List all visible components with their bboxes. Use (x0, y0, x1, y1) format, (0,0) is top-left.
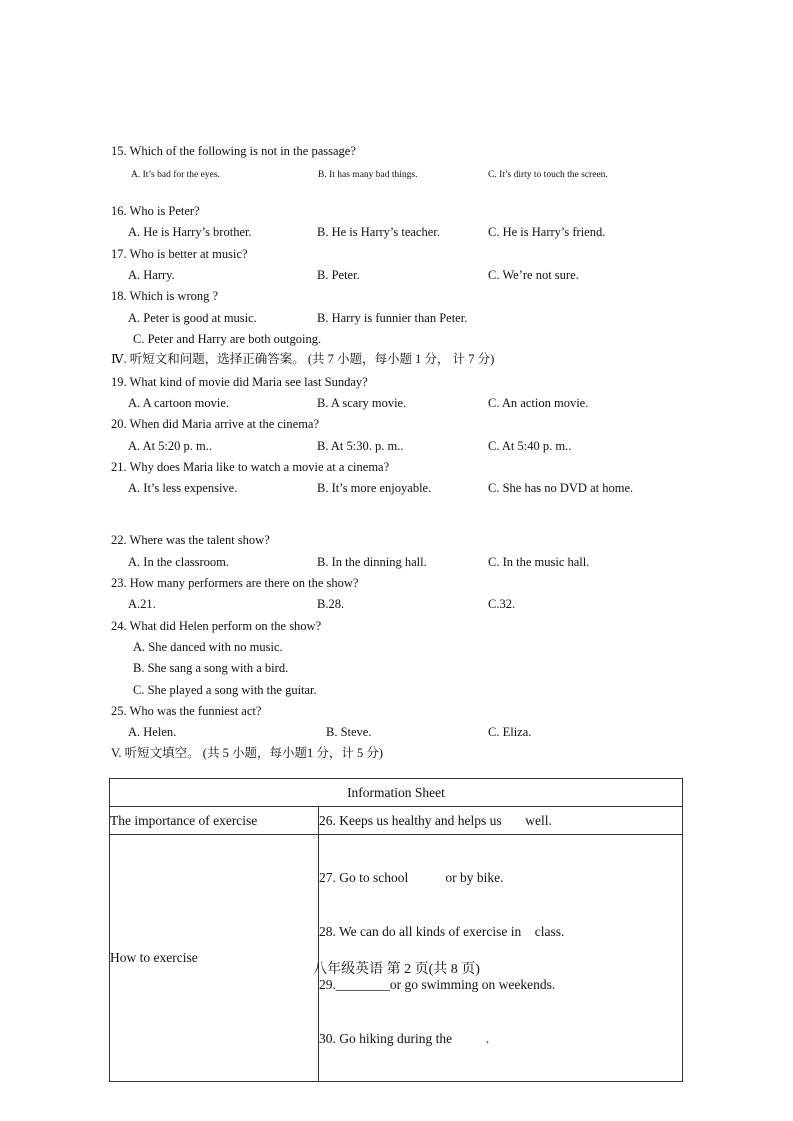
q21-option-c: C. She has no DVD at home. (488, 481, 634, 495)
section-4-heading: Ⅳ. 听短文和问题，选择正确答案。 (共 7 小题，每小题 1 分， 计 7 分) (111, 352, 495, 366)
q25-option-c: C. Eliza. (488, 725, 532, 739)
q22-option-a: A. In the classroom. (128, 555, 230, 569)
information-sheet-table (109, 778, 683, 1082)
q19-option-c: C. An action movie. (488, 396, 589, 410)
item-28-blank: 28. We can do all kinds of exercise in class. (319, 923, 565, 939)
q17-option-a: A. Harry. (128, 268, 175, 282)
q22-stem: 22. Where was the talent show? (111, 533, 270, 547)
q17-option-c: C. We’re not sure. (488, 268, 579, 282)
q20-option-b: B. At 5:30. p. m.. (317, 439, 404, 453)
q25-option-a: A. Helen. (128, 725, 177, 739)
q23-option-b: B.28. (317, 597, 345, 611)
q25-stem: 25. Who was the funniest act? (111, 704, 262, 718)
q16-stem: 16. Who is Peter? (111, 204, 200, 218)
how-to-exercise-label: How to exercise (110, 835, 319, 1082)
q23-option-a: A.21. (128, 597, 156, 611)
item-27-blank: 27. Go to school or by bike. (319, 870, 504, 885)
q15-option-b: B. It has many bad things. (318, 170, 418, 180)
q15-option-c: C. It’s dirty to touch the screen. (488, 170, 608, 180)
info-sheet-title: Information Sheet (110, 779, 683, 807)
q23-stem: 23. How many performers are there on the show? (111, 576, 359, 590)
item-29-blank: 29.________or go swimming on weekends. (319, 977, 556, 992)
q21-option-b: B. It’s more enjoyable. (317, 481, 432, 495)
q16-option-c: C. He is Harry’s friend. (488, 225, 606, 239)
q20-option-c: C. At 5:40 p. m.. (488, 439, 572, 453)
q22-option-b: B. In the dinning hall. (317, 555, 427, 569)
q17-option-b: B. Peter. (317, 268, 360, 282)
q24-option-b: B. She sang a song with a bird. (133, 661, 289, 675)
q25-option-b: B. Steve. (326, 725, 372, 739)
q24-option-c: C. She played a song with the guitar. (133, 683, 317, 697)
q19-stem: 19. What kind of movie did Maria see last Sunday? (111, 375, 368, 389)
section-5-heading: V. 听短文填空。 (共 5 小题，每小题1 分，计 5 分) (111, 746, 383, 760)
q18-option-c: C. Peter and Harry are both outgoing. (133, 332, 322, 346)
q20-option-a: A. At 5:20 p. m.. (128, 439, 213, 453)
q15-stem: 15. Which of the following is not in the passage? (111, 144, 356, 158)
q20-stem: 20. When did Maria arrive at the cinema? (111, 417, 320, 431)
q22-option-c: C. In the music hall. (488, 555, 590, 569)
q21-stem: 21. Why does Maria like to watch a movie at a cinema? (111, 460, 390, 474)
q23-option-c: C.32. (488, 597, 516, 611)
q19-option-a: A. A cartoon movie. (128, 396, 230, 410)
item-30-blank: 30. Go hiking during the . (319, 1030, 490, 1046)
q18-stem: 18. Which is wrong ? (111, 289, 219, 303)
q15-option-a: A. It’s bad for the eyes. (131, 170, 220, 180)
q17-stem: 17. Who is better at music? (111, 247, 248, 261)
item-26-blank: 26. Keeps us healthy and helps us well. (319, 807, 683, 835)
page-footer: 八年级英语 第 2 页(共 8 页) (313, 962, 480, 977)
q24-option-a: A. She danced with no music. (133, 640, 283, 654)
q16-option-b: B. He is Harry’s teacher. (317, 225, 440, 239)
q19-option-b: B. A scary movie. (317, 396, 407, 410)
q16-option-a: A. He is Harry’s brother. (128, 225, 252, 239)
q18-option-a: A. Peter is good at music. (128, 311, 257, 325)
q21-option-a: A. It’s less expensive. (128, 481, 238, 495)
q18-option-b: B. Harry is funnier than Peter. (317, 311, 468, 325)
q24-stem: 24. What did Helen perform on the show? (111, 619, 322, 633)
importance-label: The importance of exercise (110, 807, 319, 835)
